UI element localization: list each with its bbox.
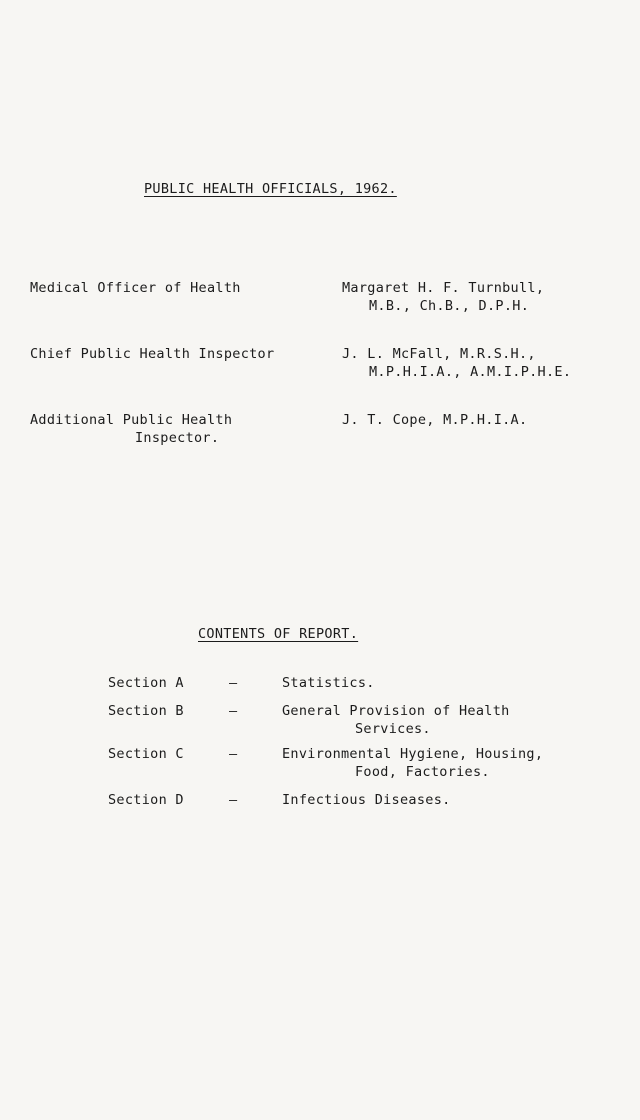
section-label-b: Section B bbox=[108, 703, 184, 719]
section-title-b-line2: Services. bbox=[355, 721, 431, 737]
section-label-c: Section C bbox=[108, 746, 184, 762]
official-role-additional-inspector-line2: Inspector. bbox=[135, 430, 220, 446]
official-qualifications-chief-inspector: M.P.H.I.A., A.M.I.P.H.E. bbox=[369, 364, 572, 380]
section-dash-d: – bbox=[229, 792, 238, 808]
official-name-chief-inspector: J. L. McFall, M.R.S.H., bbox=[342, 346, 536, 362]
official-qualifications-medical-officer: M.B., Ch.B., D.P.H. bbox=[369, 298, 530, 314]
contents-heading: CONTENTS OF REPORT. bbox=[198, 626, 359, 642]
page-title: PUBLIC HEALTH OFFICIALS, 1962. bbox=[144, 181, 397, 197]
official-name-medical-officer: Margaret H. F. Turnbull, bbox=[342, 280, 545, 296]
section-label-d: Section D bbox=[108, 792, 184, 808]
official-role-chief-inspector: Chief Public Health Inspector bbox=[30, 346, 275, 362]
official-role-additional-inspector: Additional Public Health bbox=[30, 412, 233, 428]
section-title-b: General Provision of Health bbox=[282, 703, 510, 719]
section-title-c: Environmental Hygiene, Housing, bbox=[282, 746, 544, 762]
section-title-d: Infectious Diseases. bbox=[282, 792, 451, 808]
section-title-a: Statistics. bbox=[282, 675, 375, 691]
section-dash-b: – bbox=[229, 703, 238, 719]
official-role-medical-officer: Medical Officer of Health bbox=[30, 280, 241, 296]
section-label-a: Section A bbox=[108, 675, 184, 691]
section-dash-c: – bbox=[229, 746, 238, 762]
section-dash-a: – bbox=[229, 675, 238, 691]
official-name-additional-inspector: J. T. Cope, M.P.H.I.A. bbox=[342, 412, 528, 428]
section-title-c-line2: Food, Factories. bbox=[355, 764, 490, 780]
